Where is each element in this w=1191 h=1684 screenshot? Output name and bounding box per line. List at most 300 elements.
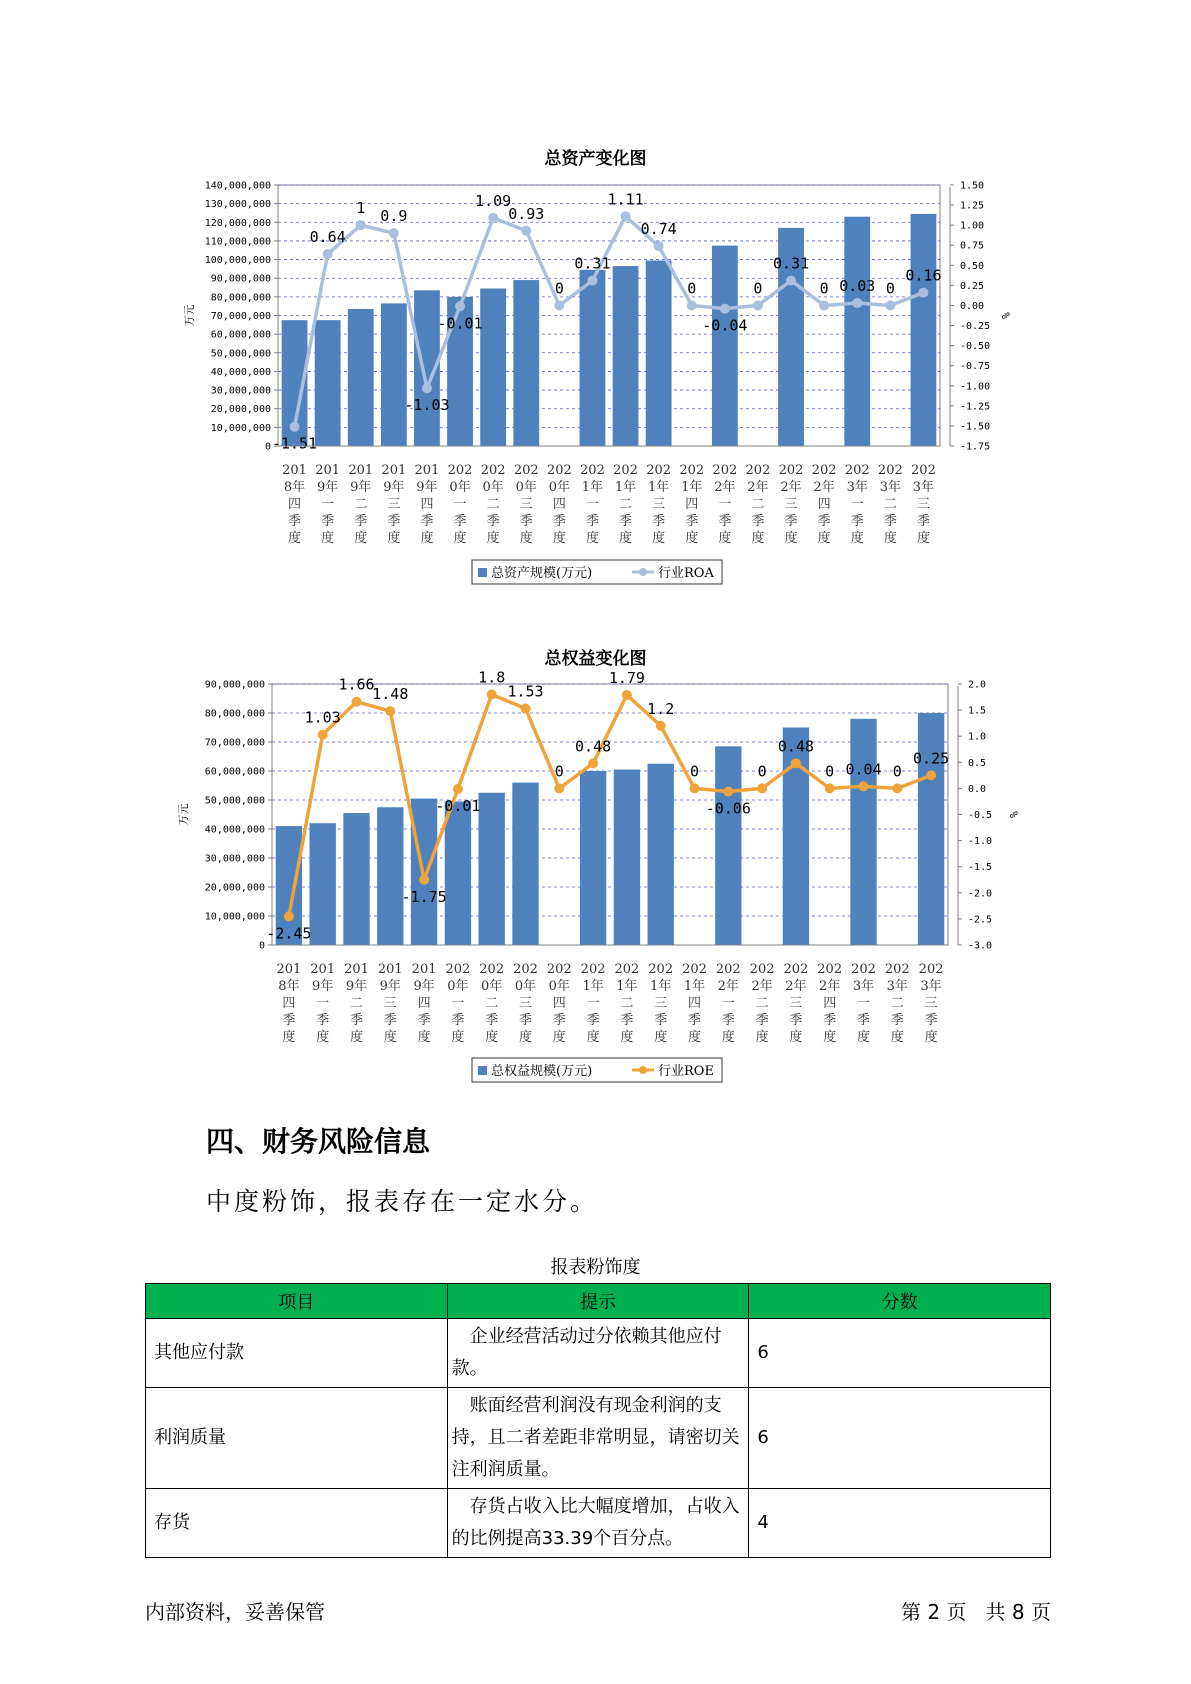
category-label: 202	[580, 962, 606, 977]
category-label: 202	[479, 962, 505, 977]
left-tick-label: 90,000,000	[210, 273, 271, 285]
left-tick-label: 130,000,000	[204, 199, 271, 211]
category-label: 季	[654, 1013, 668, 1028]
category-label: 度	[288, 531, 302, 546]
category-label: 四	[552, 497, 566, 512]
category-label: 0年	[515, 480, 537, 495]
bar	[343, 813, 369, 945]
category-label: 201	[344, 962, 369, 977]
bar	[850, 719, 876, 945]
data-label: 0	[689, 762, 700, 781]
category-label: 度	[354, 531, 368, 546]
line-point	[453, 784, 463, 794]
legend-bar-swatch	[478, 1066, 487, 1075]
category-label: 3年	[846, 480, 868, 495]
left-tick-label: 40,000,000	[210, 366, 271, 378]
data-label: 1.2	[647, 699, 675, 718]
legend-bar-label: 总权益规模(万元)	[491, 1064, 593, 1079]
category-label: 度	[620, 1030, 634, 1045]
category-label: 季	[755, 1013, 769, 1028]
category-label: 8年	[278, 979, 300, 994]
right-tick-label: 0.00	[960, 300, 985, 312]
category-label: 度	[387, 531, 401, 546]
category-label: 季	[451, 1013, 465, 1028]
category-label: 9年	[413, 979, 435, 994]
category-label: 202	[817, 962, 843, 977]
category-label: 四	[817, 497, 831, 512]
category-label: 0年	[481, 979, 503, 994]
category-label: 1年	[681, 480, 703, 495]
data-label: 1	[356, 199, 366, 218]
category-label: 季	[417, 1013, 431, 1028]
left-tick-label: 10,000,000	[210, 422, 271, 434]
category-label: 季	[586, 1013, 600, 1028]
left-tick-label: 30,000,000	[204, 853, 265, 865]
line-point	[419, 875, 429, 885]
left-tick-label: 40,000,000	[204, 824, 265, 836]
data-label: 1.66	[338, 675, 375, 694]
category-label: 0年	[548, 979, 570, 994]
category-label: 一	[316, 996, 330, 1011]
category-label: 三	[916, 497, 930, 512]
category-label: 三	[519, 497, 533, 512]
category-label: 201	[377, 962, 403, 977]
category-label: 季	[784, 514, 798, 529]
category-label: 季	[685, 514, 699, 529]
category-label: 202	[614, 962, 640, 977]
category-label: 202	[513, 463, 539, 478]
row-item: 其他应付款	[146, 1319, 448, 1388]
right-tick-label: 0.75	[960, 240, 985, 252]
right-tick-label: -3.0	[968, 940, 993, 952]
left-tick-label: 70,000,000	[210, 311, 271, 322]
category-label: 3年	[920, 979, 942, 994]
left-tick-label: 100,000,000	[204, 255, 271, 267]
category-label: 一	[451, 996, 465, 1011]
data-label: 0.03	[839, 277, 876, 296]
data-label: 1.48	[372, 685, 409, 704]
category-label: 度	[619, 531, 633, 546]
category-label: 季	[883, 514, 897, 529]
category-label: 度	[823, 1030, 837, 1045]
category-label: 度	[850, 531, 864, 546]
category-label: 1年	[614, 480, 637, 495]
right-tick-label: 1.25	[960, 200, 985, 212]
category-label: 一	[850, 497, 864, 512]
data-label: 1.03	[304, 708, 341, 727]
category-label: 度	[519, 531, 533, 546]
category-label: 度	[451, 1030, 465, 1045]
category-label: 四	[417, 996, 431, 1011]
category-label: 202	[648, 962, 674, 977]
category-label: 9年	[312, 979, 334, 994]
category-label: 度	[282, 1030, 296, 1045]
category-label: 度	[924, 1030, 938, 1045]
data-label: 0	[825, 762, 835, 781]
data-label: 0	[687, 279, 697, 298]
data-label: 0	[819, 279, 829, 298]
category-label: 3年	[886, 979, 908, 994]
table-row	[146, 1388, 1051, 1489]
category-label: 季	[721, 1013, 735, 1028]
category-label: 季	[282, 1013, 296, 1028]
right-tick-label: -0.75	[960, 361, 991, 373]
section-text: 中度粉饰，报表存在一定水分。	[206, 1187, 599, 1216]
category-label: 一	[586, 996, 600, 1011]
category-label: 度	[321, 531, 335, 546]
category-label: 季	[420, 514, 434, 529]
category-label: 度	[883, 531, 897, 546]
data-label: -0.01	[437, 314, 483, 333]
category-label: 8年	[283, 480, 306, 495]
category-label: 二	[755, 996, 769, 1011]
category-label: 202	[715, 962, 741, 977]
right-tick-label: -0.25	[960, 321, 991, 333]
category-label: 202	[682, 962, 707, 977]
data-label: 1.09	[475, 191, 512, 210]
line-point	[690, 783, 700, 793]
category-label: 202	[918, 962, 944, 977]
legend-line-label: 行业ROE	[658, 1064, 714, 1079]
bar	[715, 746, 741, 945]
line-point	[859, 781, 869, 791]
category-label: 3年	[912, 480, 935, 495]
row-score: 6	[749, 1388, 1051, 1489]
legend-line-marker	[639, 1066, 647, 1074]
category-label: 度	[486, 531, 500, 546]
category-label: 二	[354, 497, 368, 512]
category-label: 季	[321, 514, 335, 529]
category-label: 201	[282, 463, 307, 478]
category-label: 季	[916, 514, 930, 529]
line-point	[521, 704, 531, 714]
category-label: 2年	[813, 480, 835, 495]
category-label: 季	[687, 1013, 702, 1028]
category-label: 四	[552, 996, 566, 1011]
left-tick-label: 80,000,000	[210, 292, 271, 304]
category-label: 202	[749, 962, 775, 977]
category-label: 季	[486, 514, 500, 529]
category-label: 度	[789, 1030, 803, 1045]
category-label: 9年	[383, 480, 405, 495]
category-label: 季	[817, 514, 831, 529]
category-label: 202	[580, 463, 605, 478]
category-label: 201	[276, 962, 302, 977]
category-label: 2年	[751, 979, 773, 994]
data-label: -1.51	[271, 434, 318, 453]
right-tick-label: -1.75	[960, 441, 991, 453]
category-label: 度	[552, 1030, 566, 1045]
whitewash-table	[145, 1283, 1051, 1558]
right-tick-label: 0.25	[960, 280, 985, 292]
category-label: 202	[546, 962, 572, 977]
data-label: -0.04	[702, 316, 748, 335]
line-point	[825, 783, 835, 793]
right-tick-label: 1.50	[960, 180, 985, 192]
category-label: 度	[316, 1030, 330, 1045]
line-point	[926, 770, 936, 780]
bar	[445, 801, 471, 945]
data-label: 1.53	[507, 682, 544, 701]
right-tick-label: -2.0	[968, 888, 993, 900]
category-label: 201	[348, 463, 374, 478]
category-label: 202	[778, 463, 804, 478]
category-label: 9年	[345, 979, 368, 994]
category-label: 二	[890, 996, 904, 1011]
right-tick-label: 1.5	[968, 705, 987, 717]
data-label: 0	[554, 762, 564, 781]
category-label: 季	[789, 1013, 803, 1028]
category-label: 9年	[379, 979, 401, 994]
category-label: 度	[349, 1030, 364, 1045]
category-label: 季	[354, 514, 368, 529]
data-label: -2.45	[266, 924, 312, 943]
right-tick-label: -1.00	[960, 381, 991, 393]
category-label: 201	[411, 962, 437, 977]
data-label: 0	[757, 762, 767, 781]
category-label: 202	[811, 463, 837, 478]
category-label: 0年	[447, 979, 469, 994]
data-label: 0	[554, 279, 564, 298]
category-label: 四	[288, 497, 302, 512]
category-label: 202	[679, 463, 705, 478]
header-item: 项目	[146, 1284, 448, 1319]
category-label: 季	[485, 1013, 499, 1028]
category-label: 1年	[616, 979, 638, 994]
category-label: 1年	[582, 979, 604, 994]
right-tick-label: 2.0	[968, 679, 987, 691]
category-label: 季	[619, 514, 633, 529]
table-row	[146, 1319, 1051, 1388]
category-label: 度	[721, 1030, 735, 1045]
left-tick-label: 0	[264, 441, 271, 453]
chart2-title: 总权益变化图	[544, 649, 647, 669]
category-label: 三	[383, 996, 397, 1011]
bar	[479, 793, 505, 945]
category-label: 一	[718, 497, 732, 512]
legend-bar-label: 总资产规模(万元)	[491, 566, 593, 581]
data-label: 0.9	[380, 207, 408, 226]
category-label: 二	[619, 497, 633, 512]
row-hint: 企业经营活动过分依赖其他应付款。	[447, 1319, 749, 1388]
data-label: 0	[885, 279, 895, 298]
data-label: 0.31	[772, 254, 810, 273]
right-tick-label: -1.50	[960, 421, 991, 433]
line-point	[318, 730, 328, 740]
category-label: 2年	[785, 979, 807, 994]
category-label: 202	[445, 962, 471, 977]
category-label: 度	[383, 1030, 397, 1045]
line-point	[791, 758, 801, 768]
category-label: 度	[916, 531, 930, 546]
data-label: 0.04	[845, 760, 882, 779]
category-label: 0年	[514, 979, 537, 994]
category-label: 0年	[548, 480, 570, 495]
category-label: 四	[282, 996, 296, 1011]
category-label: 度	[718, 531, 732, 546]
category-label: 季	[383, 1013, 397, 1028]
category-label: 202	[745, 463, 771, 478]
left-tick-label: 70,000,000	[204, 737, 265, 749]
category-label: 三	[654, 996, 668, 1011]
data-label: 0.64	[309, 228, 346, 247]
right-tick-label: -1.0	[968, 836, 993, 848]
line-point	[656, 721, 666, 731]
right-tick-label: -0.50	[960, 341, 991, 353]
data-label: -1.75	[401, 887, 447, 906]
category-label: 一	[721, 996, 735, 1011]
left-tick-label: 20,000,000	[210, 404, 271, 416]
category-label: 0年	[482, 480, 504, 495]
data-label: 0.31	[574, 254, 611, 273]
category-label: 202	[783, 962, 809, 977]
left-tick-label: 140,000,000	[204, 180, 271, 192]
category-label: 季	[387, 514, 401, 529]
footer-right: 第 2 页 共 8 页	[901, 1600, 1051, 1624]
left-tick-label: 120,000,000	[204, 217, 271, 229]
line-point	[284, 911, 294, 921]
category-label: 度	[552, 531, 566, 546]
row-item: 利润质量	[146, 1388, 448, 1489]
category-label: 季	[850, 514, 864, 529]
category-label: 二	[883, 497, 897, 512]
table-header-row	[146, 1284, 1051, 1319]
category-label: 四	[420, 497, 434, 512]
category-label: 度	[784, 531, 798, 546]
category-label: 202	[613, 463, 638, 478]
category-label: 季	[316, 1013, 330, 1028]
line-point	[588, 758, 598, 768]
data-label: -0.06	[705, 799, 751, 818]
category-label: 度	[687, 1030, 702, 1045]
legend-line-label: 行业ROA	[658, 566, 714, 581]
data-label: 0.48	[777, 737, 814, 756]
right-tick-label: -1.5	[968, 862, 993, 874]
right-tick-label: -2.5	[968, 914, 993, 926]
category-label: 2年	[780, 480, 802, 495]
category-label: 季	[890, 1013, 904, 1028]
category-label: 三	[518, 996, 533, 1011]
category-label: 四	[687, 996, 702, 1011]
category-label: 度	[856, 1030, 871, 1045]
category-label: 度	[453, 531, 467, 546]
category-label: 三	[387, 497, 401, 512]
data-label: 1.8	[478, 668, 506, 687]
data-label: 0.16	[905, 266, 942, 285]
category-label: 度	[654, 1030, 668, 1045]
category-label: 一	[585, 497, 599, 512]
bar	[648, 764, 674, 945]
category-label: 度	[652, 531, 666, 546]
right-tick-label: 1.00	[960, 220, 985, 232]
line-point	[757, 783, 767, 793]
category-label: 0年	[449, 480, 471, 495]
category-label: 季	[552, 1013, 566, 1028]
category-label: 3年	[879, 480, 901, 495]
header-hint: 提示	[447, 1284, 749, 1319]
category-label: 3年	[852, 979, 875, 994]
data-label: 1.79	[608, 668, 645, 687]
plot-frame	[272, 684, 948, 945]
category-label: 二	[751, 497, 765, 512]
row-item: 存货	[146, 1489, 448, 1558]
category-label: 201	[414, 463, 440, 478]
category-label: 度	[417, 1030, 431, 1045]
right-tick-label: -1.25	[960, 401, 991, 413]
data-label: -1.03	[404, 396, 450, 415]
category-label: 一	[856, 996, 871, 1011]
category-label: 季	[585, 514, 599, 529]
category-label: 9年	[350, 480, 372, 495]
category-label: 202	[447, 463, 473, 478]
category-label: 季	[924, 1013, 938, 1028]
category-label: 9年	[416, 480, 438, 495]
category-label: 季	[349, 1013, 364, 1028]
left-tick-label: 80,000,000	[204, 708, 265, 720]
category-label: 季	[856, 1013, 871, 1028]
left-tick-label: 10,000,000	[204, 911, 265, 923]
category-label: 三	[652, 497, 666, 512]
category-label: 202	[646, 463, 672, 478]
category-label: 202	[884, 962, 910, 977]
data-label: -0.01	[435, 796, 481, 815]
left-axis-title: 万元	[183, 304, 196, 327]
category-label: 201	[310, 962, 336, 977]
category-label: 2年	[819, 979, 841, 994]
bar	[614, 770, 640, 945]
data-label: 0	[892, 762, 902, 781]
data-label: 0.74	[640, 220, 677, 239]
category-label: 季	[620, 1013, 634, 1028]
bar	[918, 713, 944, 945]
line-point	[622, 690, 632, 700]
left-tick-label: 20,000,000	[204, 882, 265, 894]
header-score: 分数	[749, 1284, 1051, 1319]
category-label: 度	[420, 531, 434, 546]
bar	[377, 807, 403, 945]
category-label: 1年	[648, 480, 670, 495]
table-caption: 报表粉饰度	[550, 1257, 641, 1278]
line-point	[352, 697, 362, 707]
footer-left: 内部资料，妥善保管	[145, 1600, 325, 1624]
category-label: 202	[844, 463, 870, 478]
row-hint: 存货占收入比大幅度增加，占收入的比例提高33.39个百分点。	[447, 1489, 749, 1558]
category-label: 二	[349, 996, 364, 1011]
category-label: 三	[784, 497, 798, 512]
category-label: 一	[453, 497, 467, 512]
table-row	[146, 1489, 1051, 1558]
right-tick-label: 1.0	[968, 731, 987, 743]
left-tick-label: 90,000,000	[204, 679, 265, 691]
left-tick-label: 60,000,000	[204, 766, 265, 778]
right-tick-label: 0.5	[968, 757, 987, 769]
data-label: 0.25	[913, 749, 950, 768]
left-tick-label: 30,000,000	[210, 385, 271, 397]
category-label: 202	[712, 463, 738, 478]
section-heading: 四、财务风险信息	[206, 1125, 431, 1158]
right-tick-label: 0.50	[960, 260, 985, 272]
category-label: 度	[586, 1030, 600, 1045]
category-label: 202	[546, 463, 572, 478]
category-label: 9年	[317, 480, 339, 495]
category-label: 三	[924, 996, 938, 1011]
bar	[310, 823, 336, 945]
category-label: 1年	[683, 979, 706, 994]
category-label: 度	[585, 531, 599, 546]
category-label: 度	[485, 1030, 499, 1045]
data-label: 1.11	[607, 190, 644, 209]
left-tick-label: 60,000,000	[210, 329, 271, 341]
